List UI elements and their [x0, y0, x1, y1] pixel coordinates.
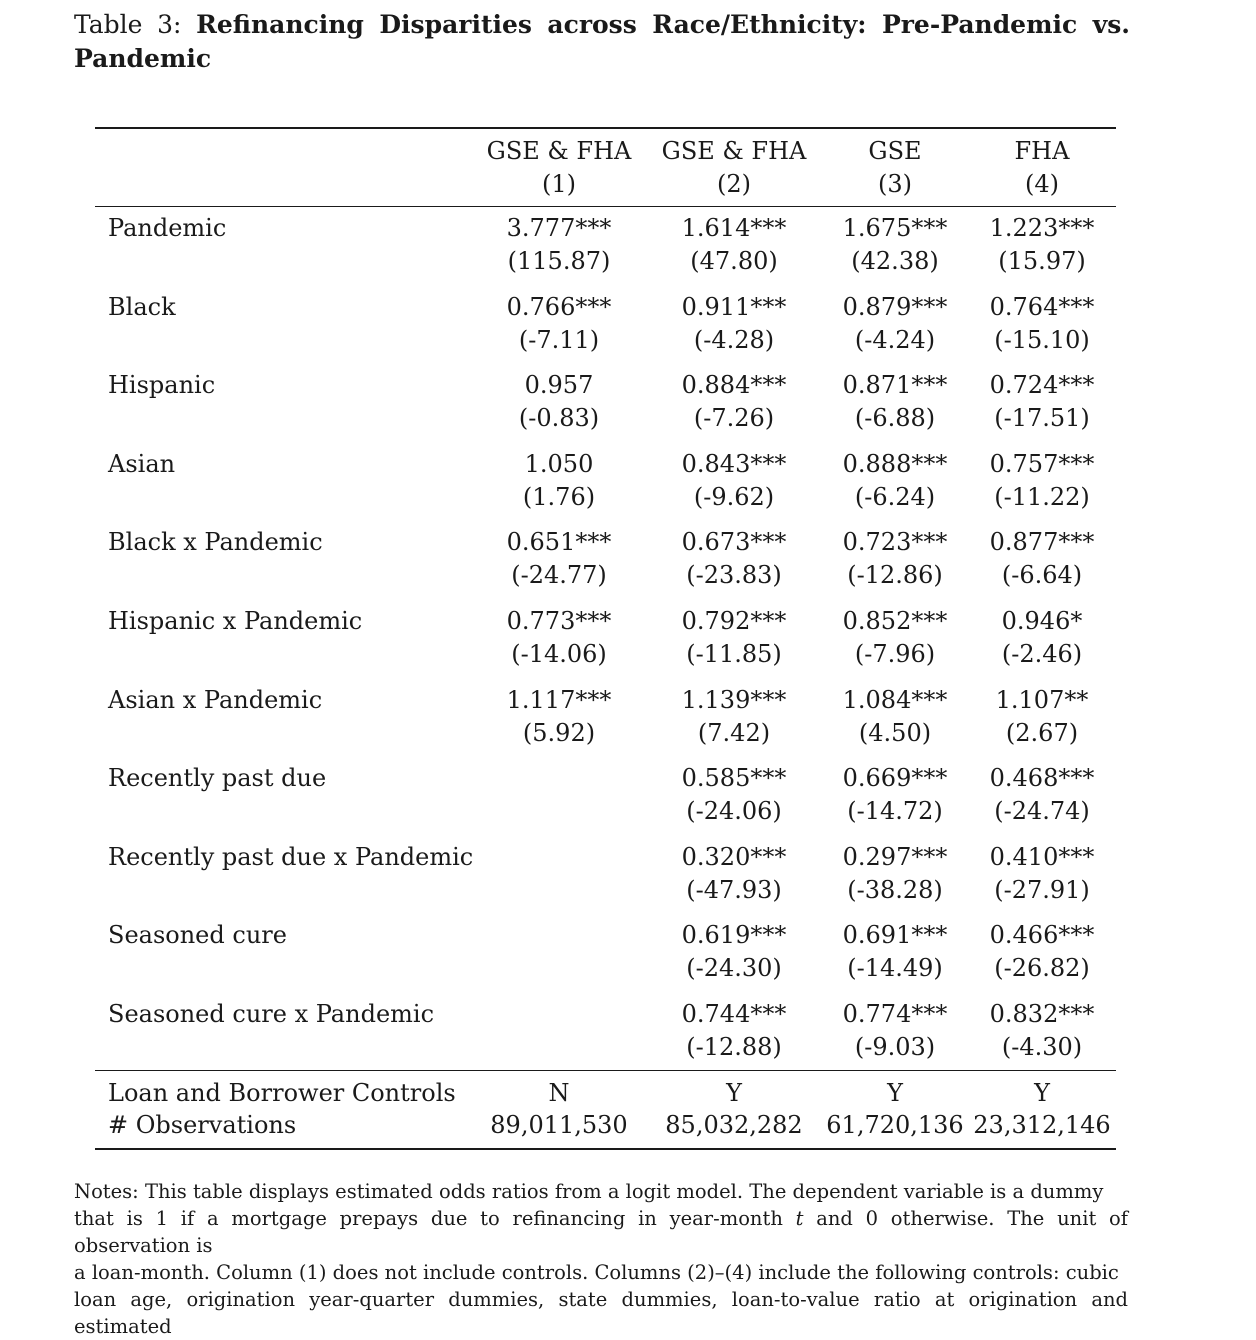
notes-line: a loan-month. Column (1) does not include controls. Columns (2)–(4) include the following controls: cubic: [74, 1261, 1119, 1284]
row-label: Pandemic: [108, 214, 227, 242]
coefficient-cell: 0.946*: [1001, 607, 1083, 635]
column-header: GSE & FHA: [486, 137, 632, 165]
tstat-cell: (-6.24): [854, 483, 936, 511]
coefficient-cell: 0.884***: [681, 371, 787, 399]
tstat-cell: (15.97): [998, 247, 1086, 275]
row-label: Recently past due: [108, 764, 327, 792]
tstat-cell: (-47.93): [686, 876, 782, 904]
table-caption: [74, 8, 1130, 76]
row-label: Hispanic x Pandemic: [108, 607, 363, 635]
row-label: Asian: [108, 450, 176, 478]
coefficient-cell: 0.297***: [842, 843, 948, 871]
caption-title: Refinancing Disparities across Race/Ethnicity: Pre-Pandemic vs. Pandemic: [74, 10, 1130, 73]
column-header: GSE: [868, 137, 922, 165]
footer-value: N: [548, 1079, 570, 1107]
notes-line: that is 1 if a mortgage prepays due to refinancing in year-month t and 0 otherwise. The unit of observation is: [74, 1207, 1128, 1257]
row-label: Black: [108, 293, 176, 321]
tstat-cell: (-14.72): [847, 797, 943, 825]
tstat-cell: (-0.83): [518, 404, 600, 432]
tstat-cell: (1.76): [522, 483, 596, 511]
tstat-cell: (-12.86): [847, 561, 943, 589]
row-label: Recently past due x Pandemic: [108, 843, 474, 871]
row-label: Hispanic: [108, 371, 216, 399]
coefficient-cell: 0.911***: [681, 293, 787, 321]
coefficient-cell: 1.614***: [681, 214, 787, 242]
column-number: (4): [1025, 170, 1059, 198]
coefficient-cell: 0.773***: [506, 607, 612, 635]
coefficient-cell: 0.723***: [842, 528, 948, 556]
footer-value: Y: [726, 1079, 742, 1107]
tstat-cell: (-11.85): [686, 640, 782, 668]
column-number: (1): [542, 170, 576, 198]
coefficient-cell: 0.669***: [842, 764, 948, 792]
coefficient-cell: 0.724***: [989, 371, 1095, 399]
coefficient-cell: 0.792***: [681, 607, 787, 635]
tstat-cell: (-12.88): [686, 1033, 782, 1061]
footer-value: 85,032,282: [665, 1111, 803, 1139]
tstat-cell: (-4.24): [854, 326, 936, 354]
tstat-cell: (4.50): [858, 719, 932, 747]
tstat-cell: (-24.06): [686, 797, 782, 825]
tstat-cell: (-6.64): [1001, 561, 1083, 589]
coefficient-cell: 0.879***: [842, 293, 948, 321]
row-label: Seasoned cure x Pandemic: [108, 1000, 435, 1028]
notes-line: Notes: This table displays estimated odds ratios from a logit model. The dependent variable is a dummy: [74, 1180, 1104, 1203]
tstat-cell: (-15.10): [994, 326, 1090, 354]
tstat-cell: (-27.91): [994, 876, 1090, 904]
coefficient-cell: 0.410***: [989, 843, 1095, 871]
column-number: (2): [717, 170, 751, 198]
tstat-cell: (-14.49): [847, 954, 943, 982]
tstat-cell: (-7.96): [854, 640, 936, 668]
row-label: Seasoned cure: [108, 921, 287, 949]
coefficient-cell: 0.871***: [842, 371, 948, 399]
coefficient-cell: 0.320***: [681, 843, 787, 871]
footer-label: Loan and Borrower Controls: [108, 1079, 456, 1107]
tstat-cell: (-23.83): [686, 561, 782, 589]
header-rule: [95, 206, 1116, 207]
tstat-cell: (-9.03): [854, 1033, 936, 1061]
coefficient-cell: 0.619***: [681, 921, 787, 949]
top-rule: [95, 127, 1116, 129]
tstat-cell: (-24.77): [511, 561, 607, 589]
table-notes: [74, 1178, 1128, 1340]
coefficient-cell: 0.766***: [506, 293, 612, 321]
row-label: Black x Pandemic: [108, 528, 323, 556]
coefficient-cell: 0.888***: [842, 450, 948, 478]
footer-value: 23,312,146: [973, 1111, 1111, 1139]
row-label: Asian x Pandemic: [108, 686, 323, 714]
tstat-cell: (47.80): [690, 247, 778, 275]
coefficient-cell: 0.957: [524, 371, 594, 399]
tstat-cell: (-9.62): [693, 483, 775, 511]
tstat-cell: (-4.28): [693, 326, 775, 354]
tstat-cell: (-4.30): [1001, 1033, 1083, 1061]
tstat-cell: (-7.11): [518, 326, 600, 354]
coefficient-cell: 0.691***: [842, 921, 948, 949]
tstat-cell: (-38.28): [847, 876, 943, 904]
caption-prefix: Table 3:: [74, 10, 182, 39]
coefficient-cell: 0.651***: [506, 528, 612, 556]
footer-rule: [95, 1070, 1116, 1071]
column-number: (3): [878, 170, 912, 198]
coefficient-cell: 1.675***: [842, 214, 948, 242]
coefficient-cell: 0.466***: [989, 921, 1095, 949]
column-header: GSE & FHA: [661, 137, 807, 165]
tstat-cell: (-7.26): [693, 404, 775, 432]
coefficient-cell: 0.832***: [989, 1000, 1095, 1028]
tstat-cell: (42.38): [851, 247, 939, 275]
coefficient-cell: 0.673***: [681, 528, 787, 556]
coefficient-cell: 0.585***: [681, 764, 787, 792]
notes-variable: t: [795, 1207, 804, 1230]
tstat-cell: (-24.30): [686, 954, 782, 982]
tstat-cell: (2.67): [1005, 719, 1079, 747]
coefficient-cell: 1.117***: [506, 686, 612, 714]
footer-label: # Observations: [108, 1111, 297, 1139]
coefficient-cell: 0.757***: [989, 450, 1095, 478]
tstat-cell: (-24.74): [994, 797, 1090, 825]
column-header: FHA: [1014, 137, 1070, 165]
coefficient-cell: 0.877***: [989, 528, 1095, 556]
coefficient-cell: 1.223***: [989, 214, 1095, 242]
footer-value: Y: [887, 1079, 903, 1107]
coefficient-cell: 1.050: [524, 450, 594, 478]
coefficient-cell: 0.764***: [989, 293, 1095, 321]
tstat-cell: (-11.22): [994, 483, 1090, 511]
coefficient-cell: 1.139***: [681, 686, 787, 714]
tstat-cell: (-6.88): [854, 404, 936, 432]
tstat-cell: (5.92): [522, 719, 596, 747]
coefficient-cell: 1.107**: [995, 686, 1089, 714]
footer-value: 61,720,136: [826, 1111, 964, 1139]
footer-value: Y: [1034, 1079, 1050, 1107]
tstat-cell: (-2.46): [1001, 640, 1083, 668]
coefficient-cell: 0.852***: [842, 607, 948, 635]
coefficient-cell: 0.774***: [842, 1000, 948, 1028]
bottom-rule: [95, 1148, 1116, 1150]
tstat-cell: (7.42): [697, 719, 771, 747]
coefficient-cell: 0.843***: [681, 450, 787, 478]
notes-line: loan age, origination year-quarter dummies, state dummies, loan-to-value ratio at origination and estimated: [74, 1288, 1128, 1338]
coefficient-cell: 3.777***: [506, 214, 612, 242]
tstat-cell: (-17.51): [994, 404, 1090, 432]
footer-value: 89,011,530: [490, 1111, 628, 1139]
tstat-cell: (115.87): [507, 247, 611, 275]
coefficient-cell: 0.468***: [989, 764, 1095, 792]
coefficient-cell: 1.084***: [842, 686, 948, 714]
coefficient-cell: 0.744***: [681, 1000, 787, 1028]
tstat-cell: (-26.82): [994, 954, 1090, 982]
tstat-cell: (-14.06): [511, 640, 607, 668]
